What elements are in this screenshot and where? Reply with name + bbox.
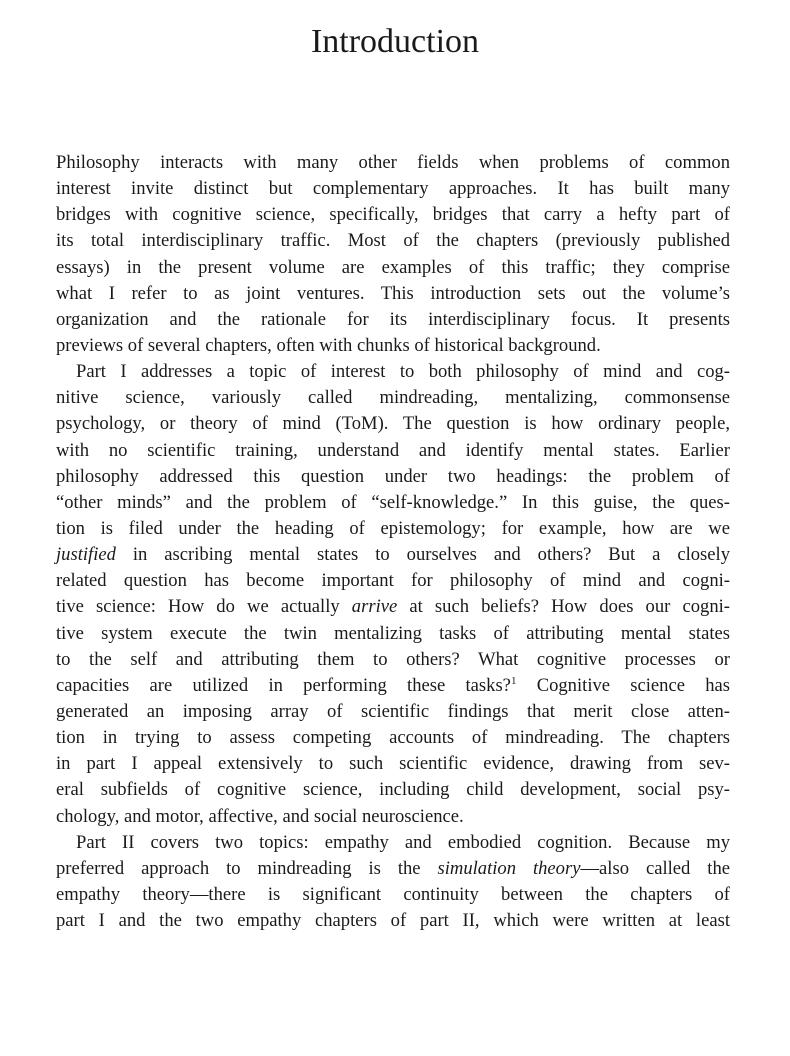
text-span: “other minds” and the problem of “self-knowledge.” In this guise, the ques- bbox=[56, 491, 730, 513]
text-span: capacities are utilized in performing these tasks? bbox=[56, 674, 511, 696]
text-span: Part I addresses a topic of interest to both philosophy of mind and cog- bbox=[76, 361, 730, 383]
text-line bbox=[56, 568, 730, 594]
text-span: related question has become important for philosophy of mind and cogni- bbox=[56, 570, 730, 592]
text-line bbox=[56, 542, 730, 568]
text-line bbox=[56, 411, 730, 437]
text-span: generated an imposing array of scientific findings that merit close atten- bbox=[56, 700, 730, 722]
text-span: chology, and motor, affective, and social neuroscience. bbox=[56, 805, 464, 827]
text-line bbox=[56, 516, 730, 542]
text-span: organization and the rationale for its interdisciplinary focus. It presents bbox=[56, 308, 730, 330]
text-line bbox=[56, 673, 730, 699]
text-line bbox=[56, 202, 730, 228]
text-line bbox=[56, 908, 730, 934]
page-title: Introduction bbox=[310, 23, 480, 60]
text-span: justified bbox=[56, 544, 116, 566]
text-span: what I refer to as joint ventures. This introduction sets out the volume’s bbox=[56, 282, 730, 304]
text-line bbox=[56, 594, 730, 620]
text-line bbox=[56, 255, 730, 281]
text-line bbox=[56, 150, 730, 176]
text-span: part I and the two empathy chapters of part II, which were written at least bbox=[56, 910, 730, 932]
text-span: to the self and attributing them to others? What cognitive processes or bbox=[56, 648, 730, 670]
text-line bbox=[56, 359, 730, 385]
text-line bbox=[56, 385, 730, 411]
text-span: tive science: How do we actually bbox=[56, 596, 352, 618]
text-span: Cognitive science has bbox=[516, 674, 731, 696]
text-span: essays) in the present volume are examples of this traffic; they comprise bbox=[56, 256, 730, 278]
text-span: empathy theory—there is significant continuity between the chapters of bbox=[56, 883, 730, 905]
text-line bbox=[56, 281, 730, 307]
text-span: arrive bbox=[351, 596, 398, 618]
text-span: simulation theory bbox=[437, 857, 581, 879]
text-span: psychology, or theory of mind (ToM). The question is how ordinary people, bbox=[56, 413, 730, 435]
text-span: interest invite distinct but complementary approaches. It has built many bbox=[56, 178, 730, 200]
text-line bbox=[56, 647, 730, 673]
text-span: nitive science, variously called mindreading, mentalizing, commonsense bbox=[56, 387, 730, 409]
text-span: tion in trying to assess competing accounts of mindreading. The chapters bbox=[56, 727, 730, 749]
text-line bbox=[56, 882, 730, 908]
text-line bbox=[56, 307, 730, 333]
text-line bbox=[56, 856, 730, 882]
text-span: with no scientific training, understand and identify mental states. Earlier bbox=[56, 439, 730, 461]
text-span: at such beliefs? How does our cogni- bbox=[397, 596, 730, 618]
text-line bbox=[56, 438, 730, 464]
text-line bbox=[56, 777, 730, 803]
text-span: its total interdisciplinary traffic. Most of the chapters (previously published bbox=[56, 230, 730, 252]
text-line bbox=[56, 751, 730, 777]
text-line bbox=[56, 725, 730, 751]
text-span: previews of several chapters, often with chunks of historical background. bbox=[56, 334, 601, 356]
footnote-ref[interactable]: 1 bbox=[510, 674, 517, 687]
text-span: in part I appeal extensively to such scientific evidence, drawing from sev- bbox=[56, 753, 730, 775]
text-line bbox=[56, 490, 730, 516]
text-line bbox=[56, 621, 730, 647]
text-line bbox=[56, 699, 730, 725]
text-line bbox=[56, 228, 730, 254]
text-span: Part II covers two topics: empathy and embodied cognition. Because my bbox=[76, 831, 730, 853]
text-span: Philosophy interacts with many other fields when problems of common bbox=[56, 152, 730, 173]
text-span: preferred approach to mindreading is the bbox=[56, 857, 438, 879]
text-span: in ascribing mental states to ourselves and others? But a closely bbox=[115, 544, 730, 566]
body-text bbox=[56, 150, 730, 934]
text-span: tion is filed under the heading of epistemology; for example, how are we bbox=[56, 517, 730, 539]
text-line bbox=[56, 830, 730, 856]
text-span: eral subfields of cognitive science, including child development, social psy- bbox=[56, 779, 730, 801]
text-line bbox=[56, 464, 730, 490]
text-line bbox=[56, 804, 730, 830]
text-span: —also called the bbox=[580, 857, 730, 879]
text-span: philosophy addressed this question under two headings: the problem of bbox=[56, 465, 730, 487]
text-span: bridges with cognitive science, specifically, bridges that carry a hefty part of bbox=[56, 204, 730, 226]
text-line bbox=[56, 333, 730, 359]
text-span: tive system execute the twin mentalizing tasks of attributing mental states bbox=[56, 622, 730, 644]
text-line bbox=[56, 176, 730, 202]
